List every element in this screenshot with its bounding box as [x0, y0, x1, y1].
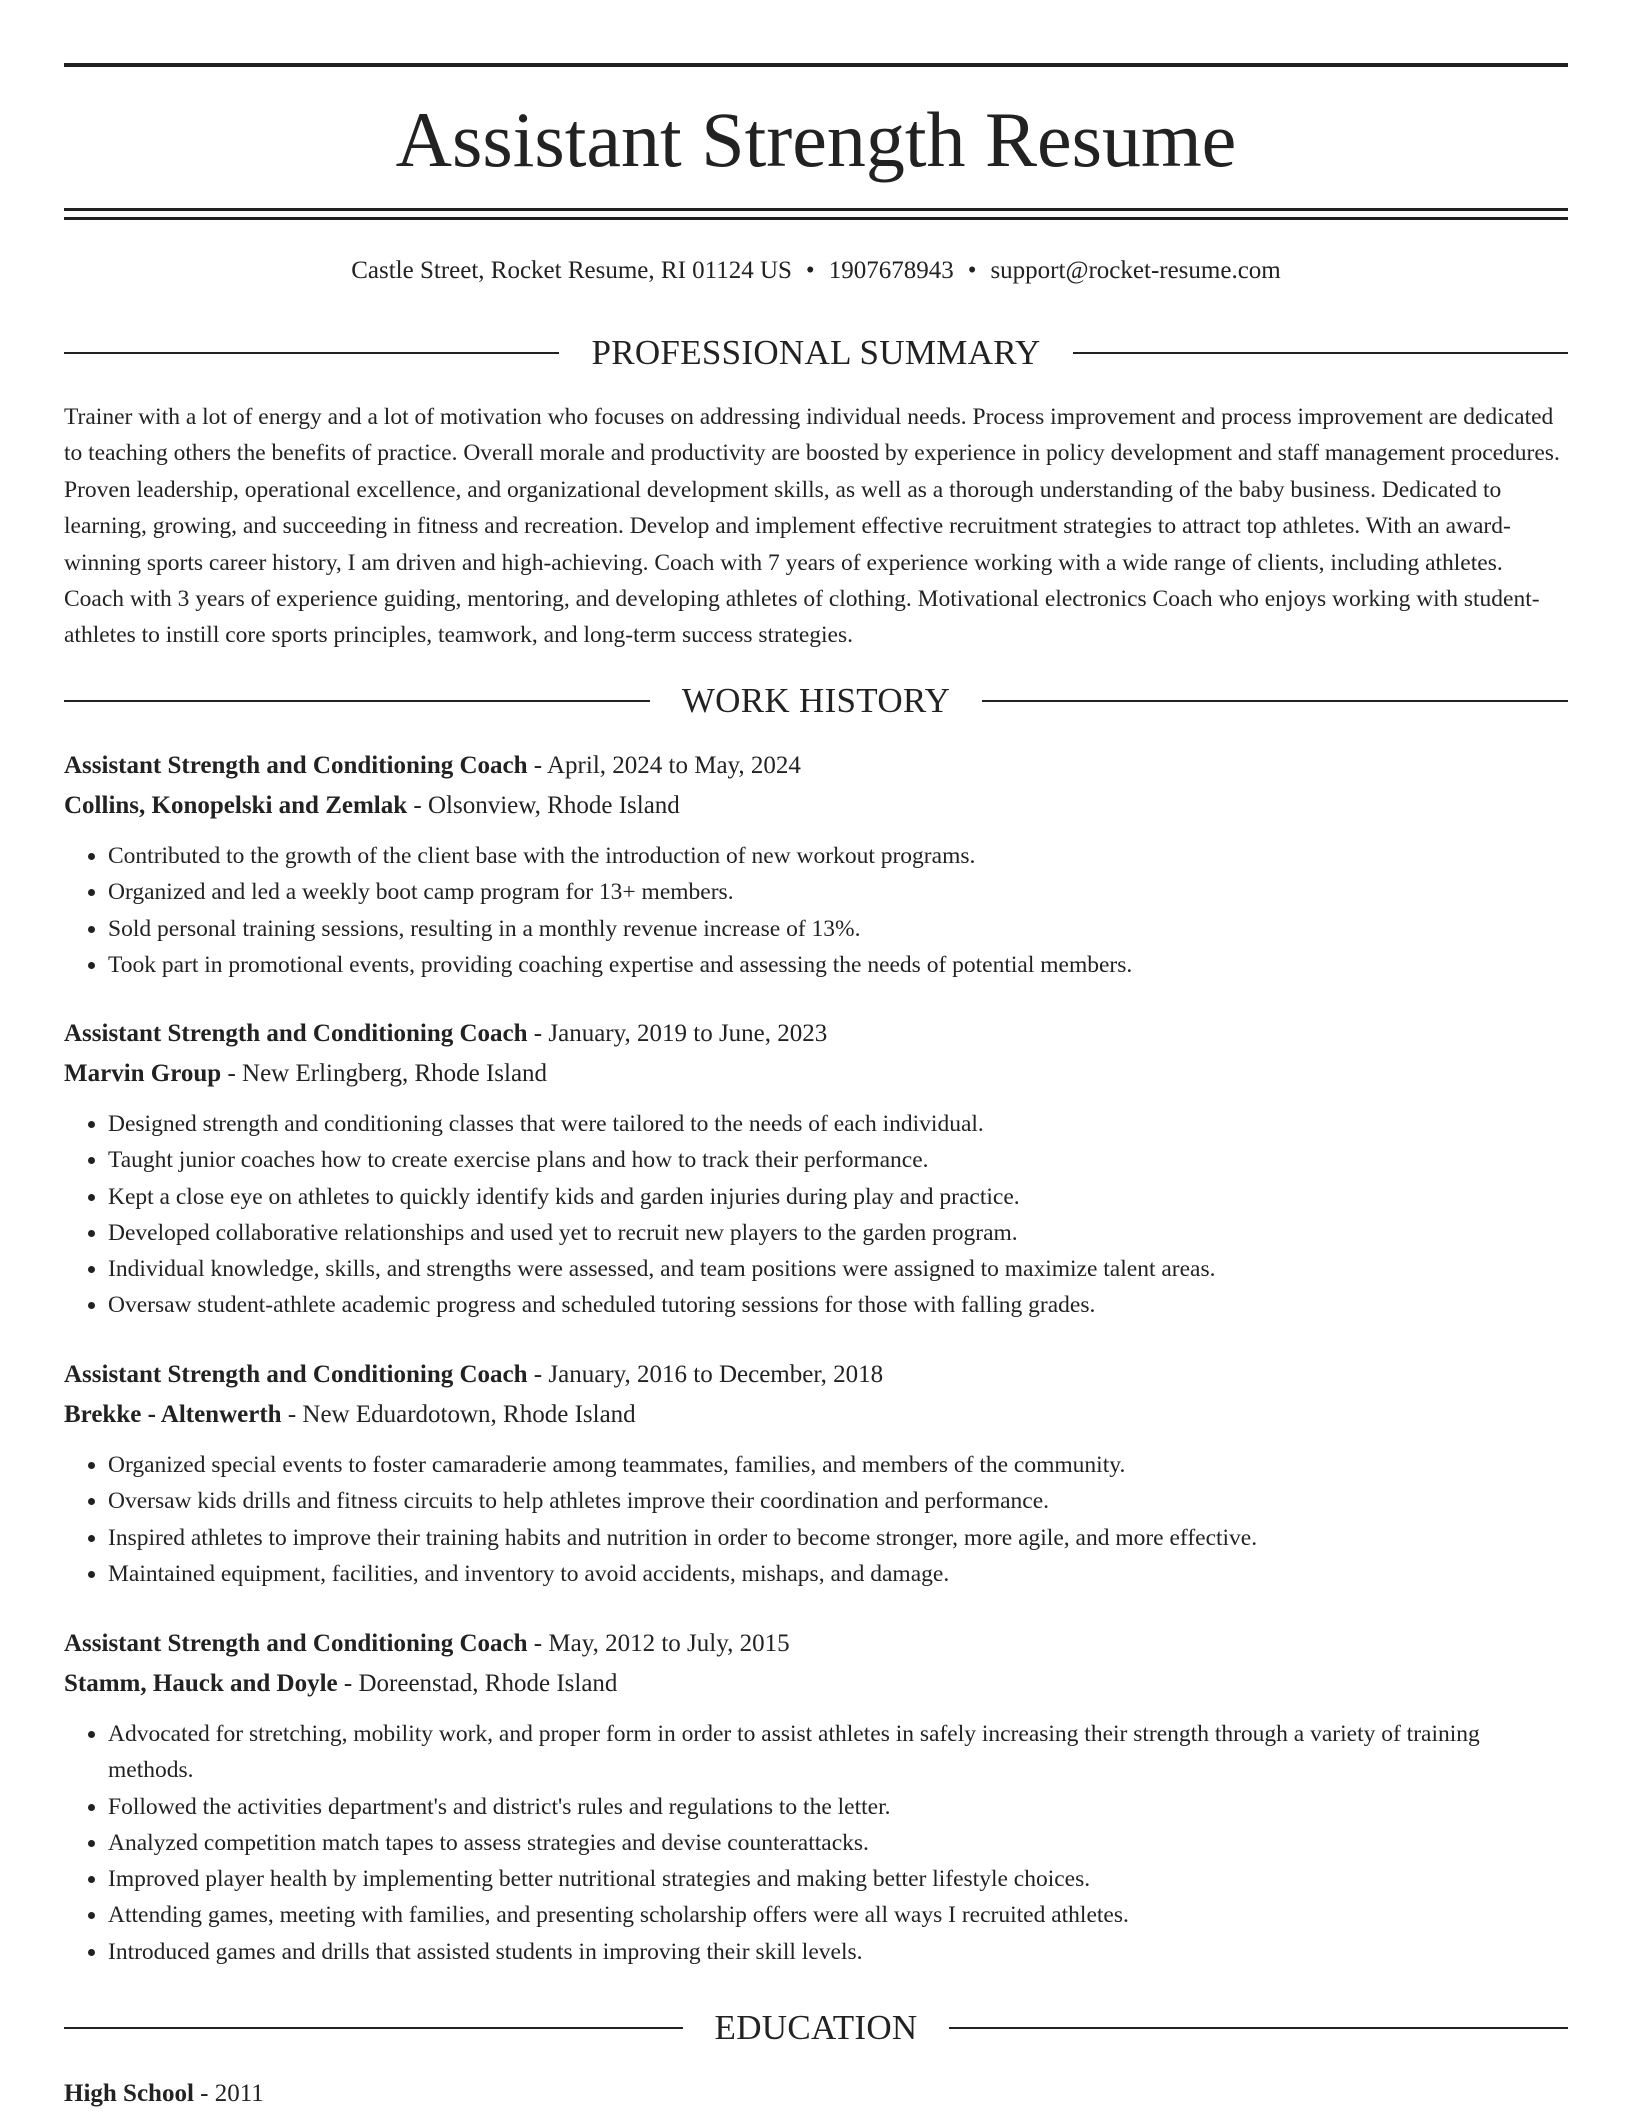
job-bullet: • Sold personal training sessions, resulting in a monthly revenue increase of 13%. [108, 911, 1568, 947]
job-bullet: • Organized special events to foster camaraderie among teammates, families, and members of the community. [108, 1447, 1568, 1483]
job-title: Assistant Strength and Conditioning Coach [64, 1630, 528, 1657]
education-entry [64, 2074, 1568, 2114]
job-location: - Doreenstad, Rhode Island [337, 1670, 618, 1697]
job-bullet: • Oversaw kids drills and fitness circuits to help athletes improve their coordination and performance. [108, 1483, 1568, 1519]
contact-separator: • [967, 257, 977, 284]
section-title-work: WORK HISTORY [681, 681, 951, 720]
contact-address: Castle Street, Rocket Resume, RI 01124 US [351, 257, 792, 284]
contact-email: support@rocket-resume.com [990, 257, 1281, 284]
heading-rule-left [64, 700, 650, 702]
job-bullet: • Individual knowledge, skills, and strengths were assessed, and team positions were assigned to maximize talent areas. [108, 1251, 1568, 1287]
job-bullet: • Oversaw student-athlete academic progress and scheduled tutoring sessions for those with falling grades. [108, 1287, 1568, 1323]
heading-rule-right [949, 2027, 1568, 2029]
job-company-line [64, 1395, 1568, 1435]
job-bullets [64, 1716, 1568, 1970]
section-title-summary: PROFESSIONAL SUMMARY [591, 333, 1041, 372]
education-degree: High School [64, 2080, 194, 2107]
job-title-line [64, 1014, 1568, 1054]
job-bullet: • Followed the activities department's and district's rules and regulations to the letter. [108, 1789, 1568, 1825]
job-dates: - May, 2012 to July, 2015 [527, 1630, 790, 1657]
job-location: - Olsonview, Rhode Island [407, 792, 680, 819]
job-company-line [64, 1664, 1568, 1704]
section-title-education: EDUCATION [714, 2008, 918, 2047]
job-entry [64, 746, 1568, 983]
resume-title: Assistant Strength Resume [395, 96, 1237, 183]
contact-line [64, 254, 1568, 288]
job-location: - New Eduardotown, Rhode Island [281, 1401, 636, 1428]
job-bullet: • Maintained equipment, facilities, and inventory to avoid accidents, mishaps, and damage. [108, 1556, 1568, 1592]
job-entry [64, 1355, 1568, 1592]
job-bullets [64, 1447, 1568, 1592]
heading-rule-left [64, 352, 559, 354]
professional-summary-text: Trainer with a lot of energy and a lot of motivation who focuses on addressing individual needs. Process improvement and process improvement are dedicated to teaching others the benefits of practice. Overall morale and productivity are boosted by experience in policy development and staff management procedures. Proven leadership, operational excellence, and organizational development skills, as well as a thorough understanding of the baby business. Dedicated to learning, growing, and succeeding in fitness and recreation. Develop and implement effective recruitment strategies to attract top athletes. With an award-winning sports career history, I am driven and high-achieving. Coach with 7 years of experience working with a wide range of clients, including athletes. Coach with 3 years of experience guiding, mentoring, and developing athletes of clothing. Motivational electronics Coach who enjoys working with student-athletes to instill core sports principles, teamwork, and long-term success strategies. [64, 404, 1560, 649]
job-bullets [64, 1106, 1568, 1324]
job-company-line [64, 1054, 1568, 1094]
job-dates: - January, 2019 to June, 2023 [527, 1020, 828, 1047]
top-rule [64, 63, 1568, 67]
heading-rule-left [64, 2027, 683, 2029]
job-company-line [64, 786, 1568, 826]
title-double-rule [64, 208, 1568, 220]
job-entry [64, 1014, 1568, 1324]
heading-rule-right [982, 700, 1568, 702]
job-company: Brekke - Altenwerth [64, 1401, 282, 1428]
job-title-line [64, 746, 1568, 786]
job-bullet: • Analyzed competition match tapes to assess strategies and devise counterattacks. [108, 1825, 1568, 1861]
job-bullet: • Attending games, meeting with families, and presenting scholarship offers were all ways I recruited athletes. [108, 1897, 1568, 1933]
job-bullet: • Organized and led a weekly boot camp program for 13+ members. [108, 874, 1568, 910]
job-company: Stamm, Hauck and Doyle [64, 1670, 338, 1697]
job-title-line [64, 1355, 1568, 1395]
job-bullet: • Contributed to the growth of the client base with the introduction of new workout programs. [108, 838, 1568, 874]
job-bullets [64, 838, 1568, 983]
job-location: - New Erlingberg, Rhode Island [221, 1060, 548, 1087]
contact-phone: 1907678943 [828, 257, 954, 284]
job-title: Assistant Strength and Conditioning Coach [64, 752, 528, 779]
job-bullet: • Took part in promotional events, providing coaching expertise and assessing the needs of potential members. [108, 947, 1568, 983]
education-year: - 2011 [193, 2080, 264, 2107]
job-title-line [64, 1624, 1568, 1664]
job-bullet: • Advocated for stretching, mobility work, and proper form in order to assist athletes in safely increasing their strength through a variety of training methods. [108, 1716, 1568, 1789]
heading-rule-right [1073, 352, 1568, 354]
job-company: Collins, Konopelski and Zemlak [64, 792, 408, 819]
job-bullet: • Developed collaborative relationships and used yet to recruit new players to the garden program. [108, 1215, 1568, 1251]
job-bullet: • Designed strength and conditioning classes that were tailored to the needs of each individual. [108, 1106, 1568, 1142]
job-title: Assistant Strength and Conditioning Coach [64, 1020, 528, 1047]
job-company: Marvin Group [64, 1060, 222, 1087]
job-title: Assistant Strength and Conditioning Coach [64, 1361, 528, 1388]
section-heading-work [64, 679, 1568, 723]
job-entry [64, 1624, 1568, 1970]
section-heading-summary [64, 331, 1568, 375]
contact-separator: • [805, 257, 815, 284]
job-bullet: • Taught junior coaches how to create exercise plans and how to track their performance. [108, 1142, 1568, 1178]
job-dates: - January, 2016 to December, 2018 [527, 1361, 884, 1388]
section-heading-education [64, 2006, 1568, 2050]
job-bullet: • Kept a close eye on athletes to quickly identify kids and garden injuries during play and practice. [108, 1179, 1568, 1215]
job-bullet: • Inspired athletes to improve their training habits and nutrition in order to become stronger, more agile, and more effective. [108, 1520, 1568, 1556]
job-bullet: • Introduced games and drills that assisted students in improving their skill levels. [108, 1934, 1568, 1970]
job-dates: - April, 2024 to May, 2024 [527, 752, 801, 779]
job-bullet: • Improved player health by implementing better nutritional strategies and making better lifestyle choices. [108, 1861, 1568, 1897]
